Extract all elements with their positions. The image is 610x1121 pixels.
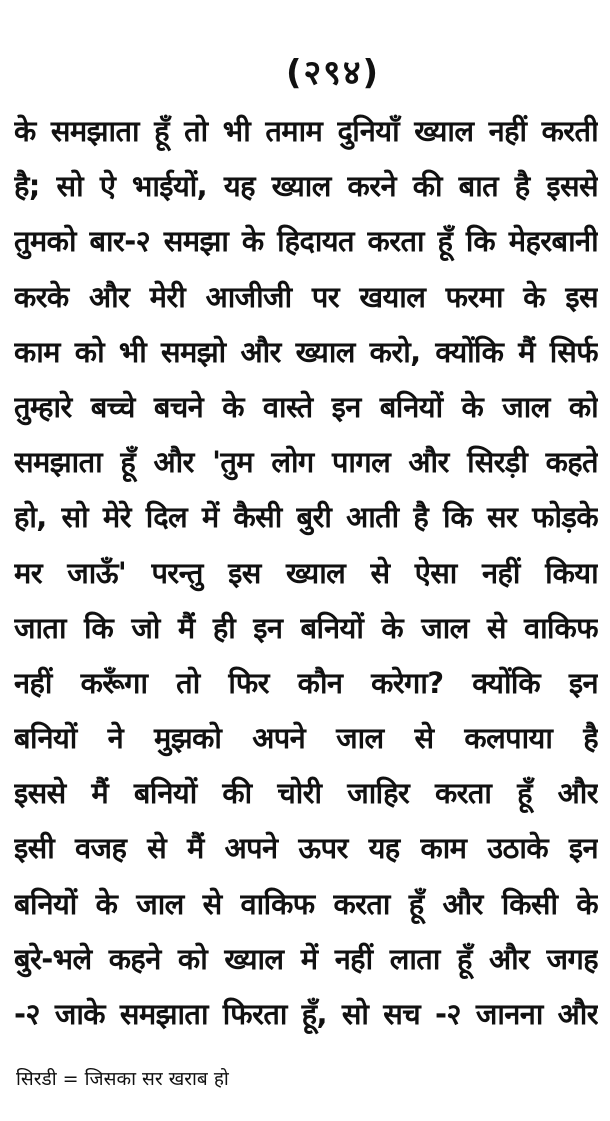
text-line: बुरे-भले कहने को ख्याल में नहीं लाता हूँ और जगह bbox=[14, 941, 598, 976]
page-number: (२९४) bbox=[285, 53, 381, 93]
text-line: है; सो ऐ भाईयों, यह ख्याल करने की बात है इससे bbox=[14, 169, 598, 204]
text-line: मर जाऊँ' परन्तु इस ख्याल से ऐसा नहीं किया bbox=[14, 555, 598, 590]
text-line: तुम्हारे बच्चे बचने के वास्ते इन बनियों के जाल को bbox=[14, 389, 598, 424]
text-line: इससे मैं बनियों की चोरी जाहिर करता हूँ और bbox=[14, 776, 598, 811]
text-line: काम को भी समझो और ख्याल करो, क्योंकि मैं सिर्फ bbox=[14, 334, 598, 369]
text-line: बनियों ने मुझको अपने जाल से कलपाया है bbox=[14, 721, 598, 756]
text-line: नहीं करूँगा तो फिर कौन करेगा? क्योंकि इन bbox=[14, 665, 598, 700]
text-line: समझाता हूँ और 'तुम लोग पागल और सिरड़ी कहते bbox=[14, 445, 598, 480]
text-line: करके और मेरी आजीजी पर खयाल फरमा के इस bbox=[14, 279, 598, 314]
footnote: सिरडी = जिसका सर खराब हो bbox=[16, 1068, 229, 1090]
text-line: -२ जाके समझाता फिरता हूँ, सो सच -२ जानना और bbox=[14, 997, 598, 1031]
text-line: के समझाता हूँ तो भी तमाम दुनियाँ ख्याल नहीं करती bbox=[14, 114, 598, 148]
body-text bbox=[14, 104, 598, 1042]
text-line: हो, सो मेरे दिल में कैसी बुरी आती है कि सर फोड़के bbox=[14, 500, 598, 535]
text-line: बनियों के जाल से वाकिफ करता हूँ और किसी के bbox=[14, 886, 598, 921]
text-line: तुमको बार-२ समझा के हिदायत करता हूँ कि मेहरबानी bbox=[14, 224, 598, 259]
text-line: इसी वजह से मैं अपने ऊपर यह काम उठाके इन bbox=[14, 831, 598, 866]
text-line: जाता कि जो मैं ही इन बनियों के जाल से वाकिफ bbox=[14, 610, 598, 645]
